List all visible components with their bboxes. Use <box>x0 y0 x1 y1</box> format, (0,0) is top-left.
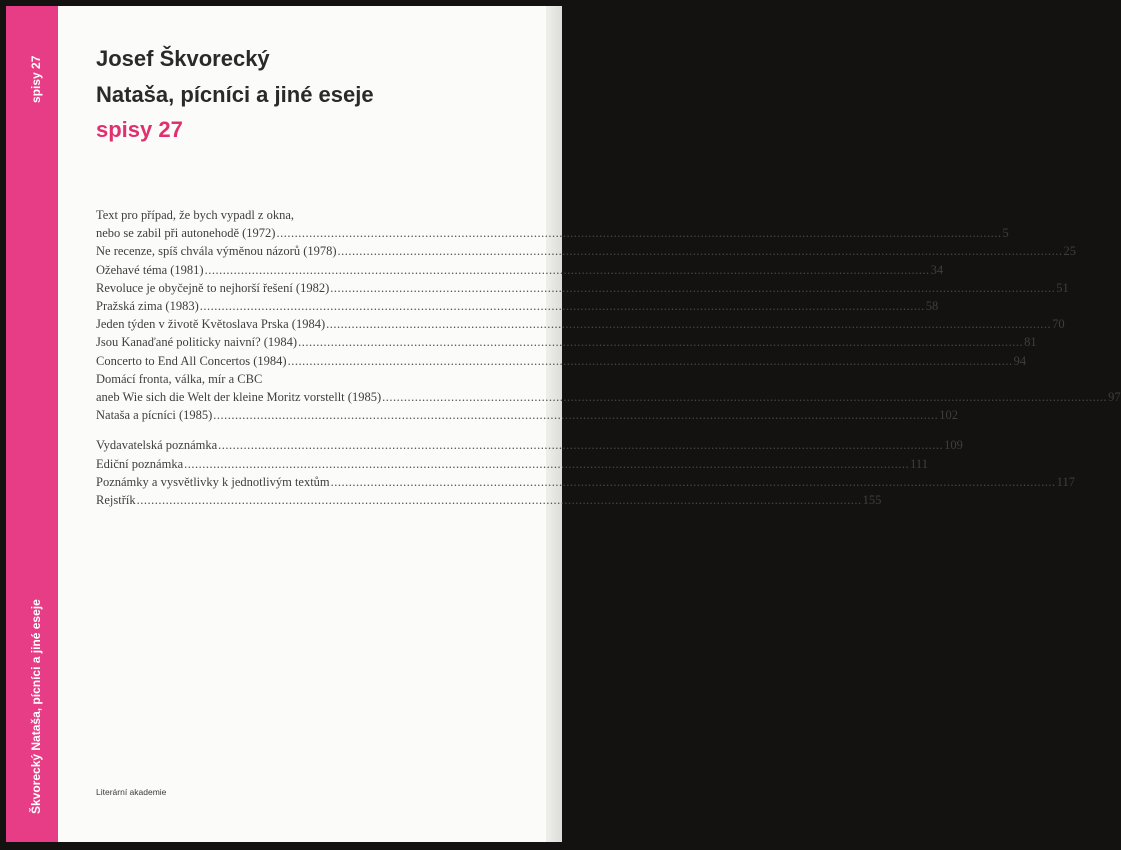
toc-entry-row <box>96 261 944 279</box>
toc-entry <box>96 352 1027 370</box>
toc-entry <box>96 315 1065 333</box>
toc-entry-title: Jsou Kanaďané politicky naivní? (1984) <box>96 335 298 350</box>
toc-entry-title: Vydavatelská poznámka <box>96 438 218 453</box>
dot-leader: ........................................................................................................................................................................................................ <box>184 456 910 471</box>
dot-leader: ........................................................................................................................................................................................................ <box>382 390 1108 405</box>
dot-leader: ........................................................................................................................................................................................................ <box>204 262 930 277</box>
toc-entry <box>96 242 1077 260</box>
toc-entry <box>96 436 963 454</box>
toc-essays-section <box>96 206 1121 424</box>
dot-leader: ........................................................................................................................................................................................................ <box>330 474 1056 489</box>
toc-entry <box>96 206 1009 242</box>
toc-page-number: 58 <box>925 299 939 314</box>
toc-entry-title: Revoluce je obyčejně to nejhorší řešení (1982) <box>96 280 330 295</box>
dot-leader: ........................................................................................................................................................................................................ <box>287 353 1013 368</box>
toc-page-number: 81 <box>1024 335 1037 350</box>
publisher-name: Literární akademie <box>96 787 167 797</box>
dot-leader: ........................................................................................................................................................................................................ <box>213 408 939 423</box>
toc-page-number: 155 <box>862 493 882 508</box>
toc-entry-title: aneb Wie sich die Welt der kleine Moritz vorstellt (1985) <box>96 390 382 405</box>
toc-page-number: 5 <box>1002 226 1009 241</box>
toc-entry <box>96 333 1037 351</box>
toc-entry-title: Ožehavé téma (1981) <box>96 262 204 277</box>
toc-entry-row <box>96 242 1077 260</box>
toc-entry <box>96 297 939 315</box>
dot-leader: ........................................................................................................................................................................................................ <box>136 493 862 508</box>
dot-leader: ........................................................................................................................................................................................................ <box>337 244 1063 259</box>
series-label: spisy 27 <box>96 117 183 142</box>
toc-entry-row <box>96 388 1121 406</box>
toc-page-number: 102 <box>939 408 959 423</box>
toc-page-number: 34 <box>930 262 944 277</box>
dot-leader: ........................................................................................................................................................................................................ <box>298 335 1024 350</box>
toc-entry-title: Nataša a pícníci (1985) <box>96 408 213 423</box>
toc-entry-row <box>96 473 1075 491</box>
toc-page-number: 25 <box>1063 244 1077 259</box>
toc-entry-row <box>96 315 1065 333</box>
author-name: Josef Škvorecký <box>96 46 270 71</box>
toc-page-number: 70 <box>1052 317 1065 332</box>
toc-page-number: 111 <box>910 456 928 471</box>
table-of-contents <box>96 206 1121 509</box>
toc-entry-title: Concerto to End All Concertos (1984) <box>96 353 287 368</box>
toc-entry-title: Jeden týden v životě Květoslava Prska (1984) <box>96 317 326 332</box>
toc-entry-row <box>96 297 939 315</box>
spine-title-label: Škvorecký Nataša, pícníci a jiné eseje <box>29 599 43 814</box>
toc-entry-title: Pražská zima (1983) <box>96 299 199 314</box>
toc-entry-row <box>96 436 963 454</box>
toc-entry-row <box>96 352 1027 370</box>
toc-entry <box>96 455 928 473</box>
toc-page-number: 51 <box>1056 280 1069 295</box>
toc-page-number: 117 <box>1056 474 1075 489</box>
dot-leader: ........................................................................................................................................................................................................ <box>330 280 1056 295</box>
dot-leader: ........................................................................................................................................................................................................ <box>276 226 1002 241</box>
toc-entry-title: nebo se zabil při autonehodě (1972) <box>96 226 276 241</box>
toc-entry-title: Rejstřík <box>96 493 136 508</box>
dot-leader: ........................................................................................................................................................................................................ <box>326 317 1052 332</box>
toc-entry <box>96 279 1069 297</box>
toc-page-number: 97 <box>1108 390 1121 405</box>
toc-entry-title: Ne recenze, spíš chvála výměnou názorů (1978) <box>96 244 337 259</box>
toc-entry <box>96 473 1075 491</box>
toc-entry-title: Ediční poznámka <box>96 456 184 471</box>
book-title: Nataša, pícníci a jiné eseje <box>96 82 374 107</box>
toc-entry <box>96 370 1121 406</box>
toc-appendix-section <box>96 436 1075 509</box>
spine-series-label: spisy 27 <box>29 55 43 103</box>
toc-entry-title: Poznámky a vysvětlivky k jednotlivým textům <box>96 474 330 489</box>
toc-entry <box>96 491 882 509</box>
toc-entry <box>96 406 959 424</box>
toc-entry-row <box>96 455 928 473</box>
toc-entry-row <box>96 279 1069 297</box>
toc-page-number: 94 <box>1013 353 1027 368</box>
dot-leader: ........................................................................................................................................................................................................ <box>218 438 944 453</box>
toc-entry-title-line: Domácí fronta, válka, mír a CBC <box>96 371 263 386</box>
toc-entry-row <box>96 406 959 424</box>
toc-section-gap <box>96 424 520 436</box>
toc-entry-row <box>96 224 1009 242</box>
toc-entry-row <box>96 333 1037 351</box>
toc-entry-title-line: Text pro případ, že bych vypadl z okna, <box>96 208 295 222</box>
dot-leader: ........................................................................................................................................................................................................ <box>199 299 925 314</box>
toc-entry <box>96 261 944 279</box>
toc-entry-row <box>96 491 882 509</box>
toc-page-number: 109 <box>944 438 963 453</box>
